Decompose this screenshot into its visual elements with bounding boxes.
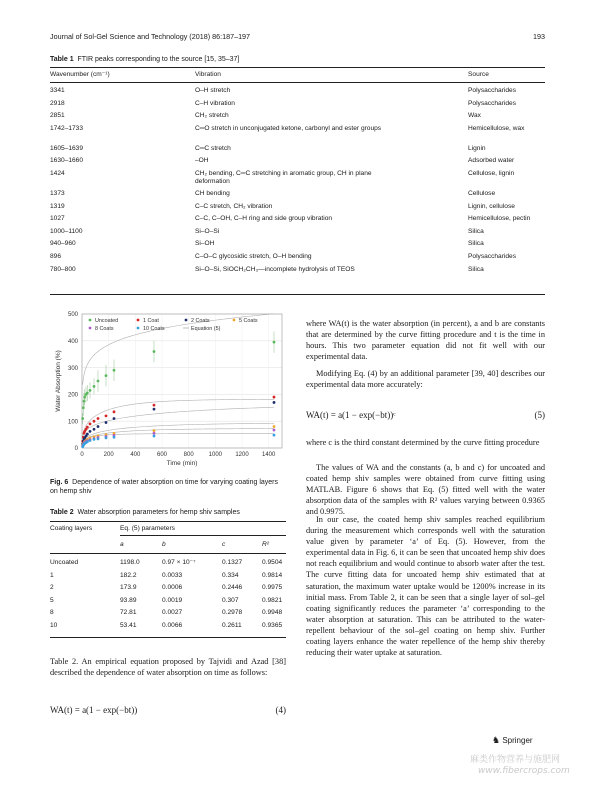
table1-cell-source: Polysaccharides [468,87,517,94]
table1-cell-wavenumber: 3341 [50,87,65,94]
x-tick-label: 800 [183,452,194,458]
y-tick-label: 400 [67,339,78,345]
table1-cell-wavenumber: 1319 [50,202,65,210]
table1-cell-source: Polysaccharides [468,99,517,107]
table1-cell-wavenumber: 2851 [50,112,65,120]
y-tick-label: 300 [67,365,78,372]
table1-cell-source: Adsorbed water [468,157,515,165]
table1-cell-vibration: –OH [195,157,209,165]
watermark-url: www.fibercrops.com [478,766,570,776]
table2-cell-a: 1198.0 [120,559,140,566]
fig6-label: Fig. 6 [50,479,69,486]
table2-param-header: R² [262,541,269,548]
y-tick-label: 500 [67,312,78,319]
table1-cell-source: Cellulose, lignin [468,170,515,177]
table1-cell-source: Lignin [468,144,486,152]
table1-label: Table 1 [50,56,74,63]
y-tick-label: 100 [67,419,78,426]
equation-5 [306,410,545,420]
x-tick-label: 1000 [208,452,223,458]
table1-cell-vibration: C═O stretch in unconjugated ketone, carbonyl and ester groups [195,124,382,132]
table1-cell-wavenumber: 896 [50,253,62,260]
table2-param-header: b [162,541,166,548]
table2-cell-c: 0.334 [222,571,239,579]
table2-cell-b: 0.0027 [162,609,183,617]
table1-cell-wavenumber: 1630–1660 [50,157,84,165]
right-paragraph-2: Modifying Eq. (4) by an additional parameter [39, 40] describes our experimental data more accurately: [306,369,545,390]
right-paragraph-4: The values of WA and the constants (a, b and c) for uncoated and coated hemp shiv samples were obtained from curve fitting using MATLAB. Figure 6 shows that Eq. (5) fitted well with the water absorption data of the samples with R² values varying between 0.9365 and 0.9975. [306,463,545,517]
table1-cell-wavenumber: 940–960 [50,240,76,248]
right-paragraph-3: where c is the third constant determined by the curve fitting procedure [306,438,540,447]
table2-cell-layers: 10 [50,622,58,629]
table2-param-header: a [120,541,124,548]
page-number: 193 [533,32,545,41]
table2-header-rule [50,553,286,554]
table2-cell-a: 72.81 [120,609,137,617]
equation-4-number: (4) [275,705,286,715]
journal-citation: Journal of Sol-Gel Science and Technology (2018) 86:187–197 [50,32,251,41]
table1-cell-vibration: C═C stretch [195,144,231,152]
table2-header-coating: Coating layers [50,525,93,532]
legend-label: Uncoated [95,318,119,324]
x-tick-label: 0 [80,452,84,458]
table2-cell-a: 173.9 [120,584,137,592]
left-paragraph: Table 2. An empirical equation proposed by Tajvidi and Azad [38] described the dependence of water absorption on time as follows: [50,657,286,678]
table2-cell-a: 182.2 [120,571,137,579]
table2-cell-b: 0.0019 [162,596,183,604]
legend-label: 8 Coats [95,326,114,332]
table1-cell-vibration: C–C stretch, CH₂ vibration [195,202,273,210]
table2-cell-b: 0.0033 [162,571,183,579]
table2-caption-text: Water absorption parameters for hemp shiv samples [77,509,240,516]
right-paragraph-1: where WA(t) is the water absorption (in percent), a and b are constants that are determined by the curve fitting procedure and t is the time in hours. This two parameter equation did not fit well with our experimental data. [306,319,545,362]
table2-cell-c: 0.2978 [222,609,243,617]
table1-cell-vibration: CH bending [195,190,230,197]
table2-cell-c: 0.2446 [222,584,243,592]
publisher-logo [492,735,533,746]
table1-cell-wavenumber: 1605–1639 [50,144,84,152]
table2-cell-a: 53.41 [120,622,137,629]
table2-cell-c: 0.2611 [222,622,242,629]
fig6-caption-text: Dependence of water absorption on time for varying coating layers on hemp shiv [50,479,279,495]
table1-cell-source: Silica [468,227,484,235]
table2 [0,0,300,640]
table1-cell-wavenumber: 780–800 [50,265,76,273]
table1-cell-vibration: C–O–C glycosidic stretch, O–H bending [195,253,312,260]
table1-cell-wavenumber: 1000–1100 [50,227,83,235]
publisher-name: Springer [502,736,533,745]
right-paragraph-5: In our case, the coated hemp shiv samples reached equilibrium during the measurement which corresponds well with the saturation value given by parameter ‘a’ of Eq. (5). However, from the experimental data in Fig. 6, it can be seen that uncoated hemp shiv does not reach equilibrium and would continue to absorb water after the test. The curve fitting data for uncoated hemp shiv estimated that at saturation, the maximum water uptake would be 1200% increase in its initial mass. From Table 2, it can be seen that a single layer of sol–gel coating significantly reduces the parameter ‘a’ corresponding to the water absorption at saturation. This can be attributed to the water-repellent behaviour of the sol–gel coating on hemp shiv. Further coating layers enhance the water repellence of the hemp shiv thereby reducing their water uptake at saturation. [306,515,545,658]
table1-cell-source: Hemicellulose, pectin [468,215,531,223]
table1-header-wavenumber: Wavenumber (cm⁻¹) [50,71,110,78]
table1-cell-source: Hemicellulose, wax [468,124,525,132]
table2-cell-layers: 2 [50,584,54,592]
table1-cell-vibration: Si–O–Si, SiOCH₂CH₃—incomplete hydrolysis of TEOS [195,265,355,273]
table2-param-header: c [222,541,226,548]
table2-bottom-rule [50,637,286,638]
table2-cell-layers: 1 [50,571,54,579]
table1-cell-vibration: C–H vibration [195,99,235,107]
table2-cell-r2: 0.9504 [262,559,283,566]
table1-cell-vibration: C–C, C–OH, C–H ring and side group vibration [195,215,333,223]
table1-cell-source: Lignin, cellulose [468,202,515,210]
table2-cell-c: 0.307 [222,596,239,604]
y-tick-label: 200 [67,392,78,399]
y-tick-label: 0 [74,446,78,453]
table1-cell-wavenumber: 1373 [50,190,65,197]
table1-cell-source: Polysaccharides [468,253,517,260]
table2-params-rule [120,535,286,536]
table2-cell-r2: 0.9821 [262,596,283,604]
table2-label: Table 2 [50,509,74,516]
table2-cell-r2: 0.9365 [262,622,283,629]
table2-cell-layers: Uncoated [50,559,79,566]
table2-cell-r2: 0.9948 [262,609,283,617]
table1-cell-wavenumber: 2918 [50,99,65,107]
table1-header-source: Source [468,71,489,78]
equation-5-number: (5) [534,410,545,420]
table1-cell-vibration: CH₂ bending, C═C stretching in aromatic group, CH in plane deformation [195,170,372,185]
watermark-cn: 麻类作物营养与施肥网 [470,755,561,765]
springer-horse-icon: ♞ [492,735,501,745]
table1-cell-source: Silica [468,240,484,248]
x-tick-label: 400 [130,452,141,458]
table1-cell-vibration: O–H stretch [195,87,231,94]
y-axis-label: Water Absorption (%) [55,350,62,412]
x-axis-label: Time (min) [166,460,198,467]
x-tick-label: 1200 [235,452,249,458]
legend-label: Equation (5) [191,326,221,332]
table1-cell-wavenumber: 1742–1733 [50,124,84,132]
table2-header-params: Eq. (5) parameters [120,525,175,532]
legend-label: 5 Coats [239,318,258,324]
table1-cell-vibration: Si–OH [195,240,215,248]
table1-cell-source: Silica [468,265,484,273]
table2-cell-layers: 5 [50,596,54,604]
table1-cell-vibration: Si–O–Si [195,227,220,235]
table2-cell-b: 0.97 × 10⁻⁷ [162,559,196,566]
table2-cell-layers: 8 [50,609,54,617]
table2-cell-a: 93.89 [120,596,137,604]
equation-4-formula: WA(t) = a(1 − exp(−bt)) [50,705,138,715]
equation-4 [50,705,286,715]
table2-cell-c: 0.1327 [222,559,243,566]
table2-cell-r2: 0.9975 [262,584,283,592]
table1-cell-vibration: CH₂ stretch [195,112,229,120]
table2-cell-r2: 0.9814 [262,571,283,579]
legend-label: 2 Coats [191,318,210,324]
table2-cell-b: 0.0006 [162,584,183,592]
x-tick-label: 600 [156,452,168,458]
table1-cell-wavenumber: 1027 [50,215,65,223]
x-tick-label: 200 [103,452,114,458]
equation-5-formula: WA(t) = a(1 − exp(−bt))ᶜ [306,410,396,420]
table1-cell-source: Cellulose [468,190,496,197]
table2-cell-b: 0.0066 [162,622,183,629]
legend-label: 10 Coats [143,326,165,332]
legend-label: 1 Coat [143,318,159,324]
table1-cell-source: Wax [468,112,481,120]
table1-cell-wavenumber: 1424 [50,170,65,177]
table1-header-vibration: Vibration [195,71,221,78]
x-tick-label: 1400 [261,452,276,458]
table1-caption-text: FTIR peaks corresponding to the source [15, 35–37] [77,56,240,63]
